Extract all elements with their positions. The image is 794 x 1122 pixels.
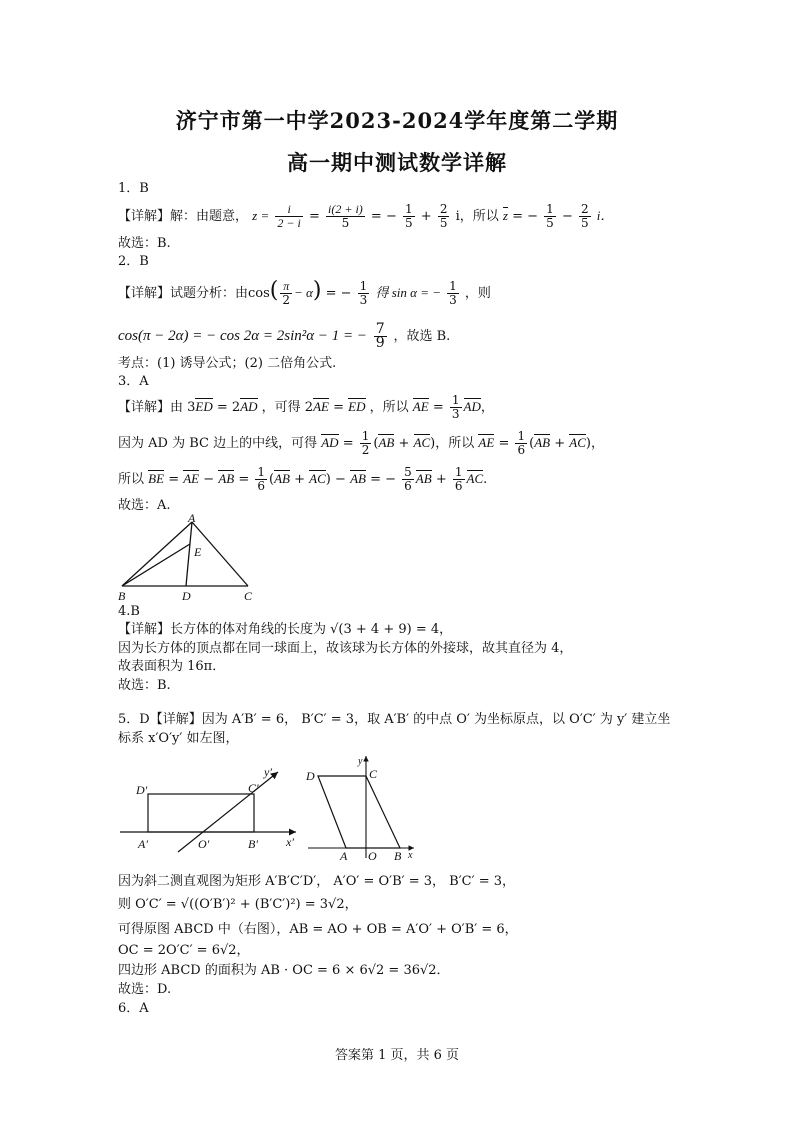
q5-fig2-label-c: C xyxy=(369,767,378,781)
q2-answer: 2．B xyxy=(118,254,149,269)
q5-fig1-label-c: C′ xyxy=(248,781,259,795)
q3-frac4: $\frac{1}{6}$ xyxy=(257,465,266,493)
q3-triangle-figure xyxy=(112,514,262,604)
q5-fig1-label-d: D′ xyxy=(136,783,148,797)
q3-median-ad xyxy=(186,522,192,586)
q5-fig1-label-y: y′ xyxy=(264,765,272,779)
q5-line-2: 标系 x′O′y′ 如左图， xyxy=(118,731,239,746)
q3-solution-2: 因为 AD 为 BC 边上的中线，可得 AD = $\frac{1}{2}$ (AB + AC)，所以 AE = $\frac{1}{6}$ (AB + AC)， xyxy=(118,429,604,457)
q5-fig1-label-b: B′ xyxy=(248,837,258,851)
q5-fig1-label-a: A′ xyxy=(138,837,148,851)
q5-line-3: 因为斜二测直观图为矩形 A′B′C′D′， A′O′ = O′B′ = 3， B′C′ = 3， xyxy=(118,874,515,889)
q1-choice: 故选：B. xyxy=(118,236,171,251)
q5-fig2-label-x: x xyxy=(408,850,413,861)
q1-zbar: z xyxy=(502,208,508,223)
q5-line-1: 5．D【详解】因为 A′B′ = 6， B′C′ = 3，取 A′B′ 的中点 O′ 为坐标原点，以 O′C′ 为 y′ 建立坐 xyxy=(118,712,671,727)
q3-solution-1: 【详解】由 3ED = 2AD ，可得 2AE = ED ，所以 AE = $\frac{1}{3}$ AD， xyxy=(118,393,494,421)
q1-solution: 【详解】解：由题意， z = $\frac{i}{2 - i}$ = $\frac{i(2 + i)}{5}$ = − $\frac{1}{5}$ + $\frac{2}{5}$ i，所以 z = − $\frac{1}{5}$ − $\frac{2}{5}$ i． xyxy=(118,202,614,230)
q2-note: 考点：(1) 诱导公式；(2) 二倍角公式. xyxy=(118,356,337,371)
q5-parallelogram-abcd xyxy=(318,776,400,848)
q2-solution-1: 【详解】试题分析：由cos( $\frac{\pi}{2}$ − α) = − $\frac{1}{3}$ 得 sin α = − $\frac{1}{3}$ ，则 xyxy=(118,278,491,307)
q3-frac3: $\frac{1}{6}$ xyxy=(517,429,526,457)
q2-frac3: $\frac{1}{3}$ xyxy=(449,279,457,307)
q1-frac1: $\frac{i}{2 - i}$ xyxy=(277,202,301,230)
q4-line-2: 因为长方体的顶点都在同一球面上，故该球为长方体的外接球，故其直径为 4， xyxy=(118,641,573,656)
page-subtitle: 高一期中测试数学详解 xyxy=(287,150,507,175)
q3-label-a: A xyxy=(188,514,196,525)
q1-lead: 【详解】解：由题意， xyxy=(118,209,249,224)
q3-frac1: $\frac{1}{3}$ xyxy=(451,393,460,421)
q1-frac2: $\frac{i(2 + i)}{5}$ xyxy=(328,202,363,230)
q5-line-5: 可得原图 ABCD 中（右图），AB = AO + OB = A′O′ + O′B′ = 6， xyxy=(118,922,518,937)
q3-frac5: $\frac{5}{6}$ xyxy=(404,465,412,493)
q3-choice: 故选：A. xyxy=(118,498,171,513)
q4-choice: 故选：B. xyxy=(118,678,171,693)
q5-y-prime-axis xyxy=(178,772,278,852)
q1-frac5: $\frac{1}{5}$ xyxy=(546,202,554,230)
q3-answer: 3．A xyxy=(118,374,149,389)
q1-frac4: $\frac{2}{5}$ xyxy=(439,202,448,230)
q5-fig2-label-d: D xyxy=(306,769,315,783)
q5-choice: 故选：D. xyxy=(118,982,172,997)
q5-line-7: 四边形 ABCD 的面积为 AB · OC = 6 × 6√2 = 36√2． xyxy=(118,963,450,978)
q3-segment-be xyxy=(122,544,190,586)
page-footer: 答案第 1 页，共 6 页 xyxy=(334,1048,460,1063)
q2-frac1: $\frac{\pi}{2}$ xyxy=(282,279,291,307)
q5-fig1-label-x: x′ xyxy=(286,835,294,849)
q5-original-figure xyxy=(302,752,422,864)
q3-edge-ab xyxy=(122,522,192,586)
q4-line-3: 故表面积为 16π． xyxy=(118,659,226,674)
q5-line-6: OC = 2O′C′ = 6√2， xyxy=(118,943,250,958)
q3-label-d: D xyxy=(182,589,191,603)
q5-fig2-label-o: O xyxy=(368,849,377,863)
q4-answer: 4.B xyxy=(118,604,140,619)
q1-frac3: $\frac{1}{5}$ xyxy=(404,202,413,230)
q6-answer: 6．A xyxy=(118,1001,149,1016)
q1-z: z = xyxy=(252,208,270,223)
q5-fig2-label-a: A xyxy=(340,849,348,863)
q5-fig2-label-b: B xyxy=(394,849,402,863)
page-title: 济宁市第一中学2023-2024学年度第二学期 xyxy=(175,108,619,133)
q5-oblique-figure xyxy=(118,760,308,856)
q3-solution-3: 所以 BE = AE − AB = $\frac{1}{6}$ (AB + AC) − AB = − $\frac{5}{6}$ AB + $\frac{1}{6}$ AC. xyxy=(118,465,488,493)
q2-solution-2: cos(π − 2α) = − cos 2α = 2sin²α − 1 = − $\frac{7}{9}$ ，故选 B. xyxy=(118,320,451,351)
q4-line-1: 【详解】长方体的体对角线的长度为 √(3 + 4 + 9) = 4， xyxy=(118,622,453,637)
q3-label-b: B xyxy=(118,589,126,603)
q5-line-4: 则 O′C′ = √((O′B′)² + (B′C′)²) = 3√2， xyxy=(118,897,358,912)
q5-rectangle-abcd-prime xyxy=(148,794,254,832)
q3-label-c: C xyxy=(244,589,253,603)
q1-answer: 1．B xyxy=(118,181,149,196)
q5-fig1-label-o: O′ xyxy=(198,837,210,851)
q3-frac2: $\frac{1}{2}$ xyxy=(361,429,370,457)
q5-fig2-label-y: y xyxy=(358,756,363,767)
q3-frac6: $\frac{1}{6}$ xyxy=(454,465,463,493)
q2-frac2: $\frac{1}{3}$ xyxy=(359,279,368,307)
q1-frac6: $\frac{2}{5}$ xyxy=(581,202,589,230)
q2-frac4: $\frac{7}{9}$ xyxy=(375,320,385,351)
q3-label-e: E xyxy=(194,545,202,559)
